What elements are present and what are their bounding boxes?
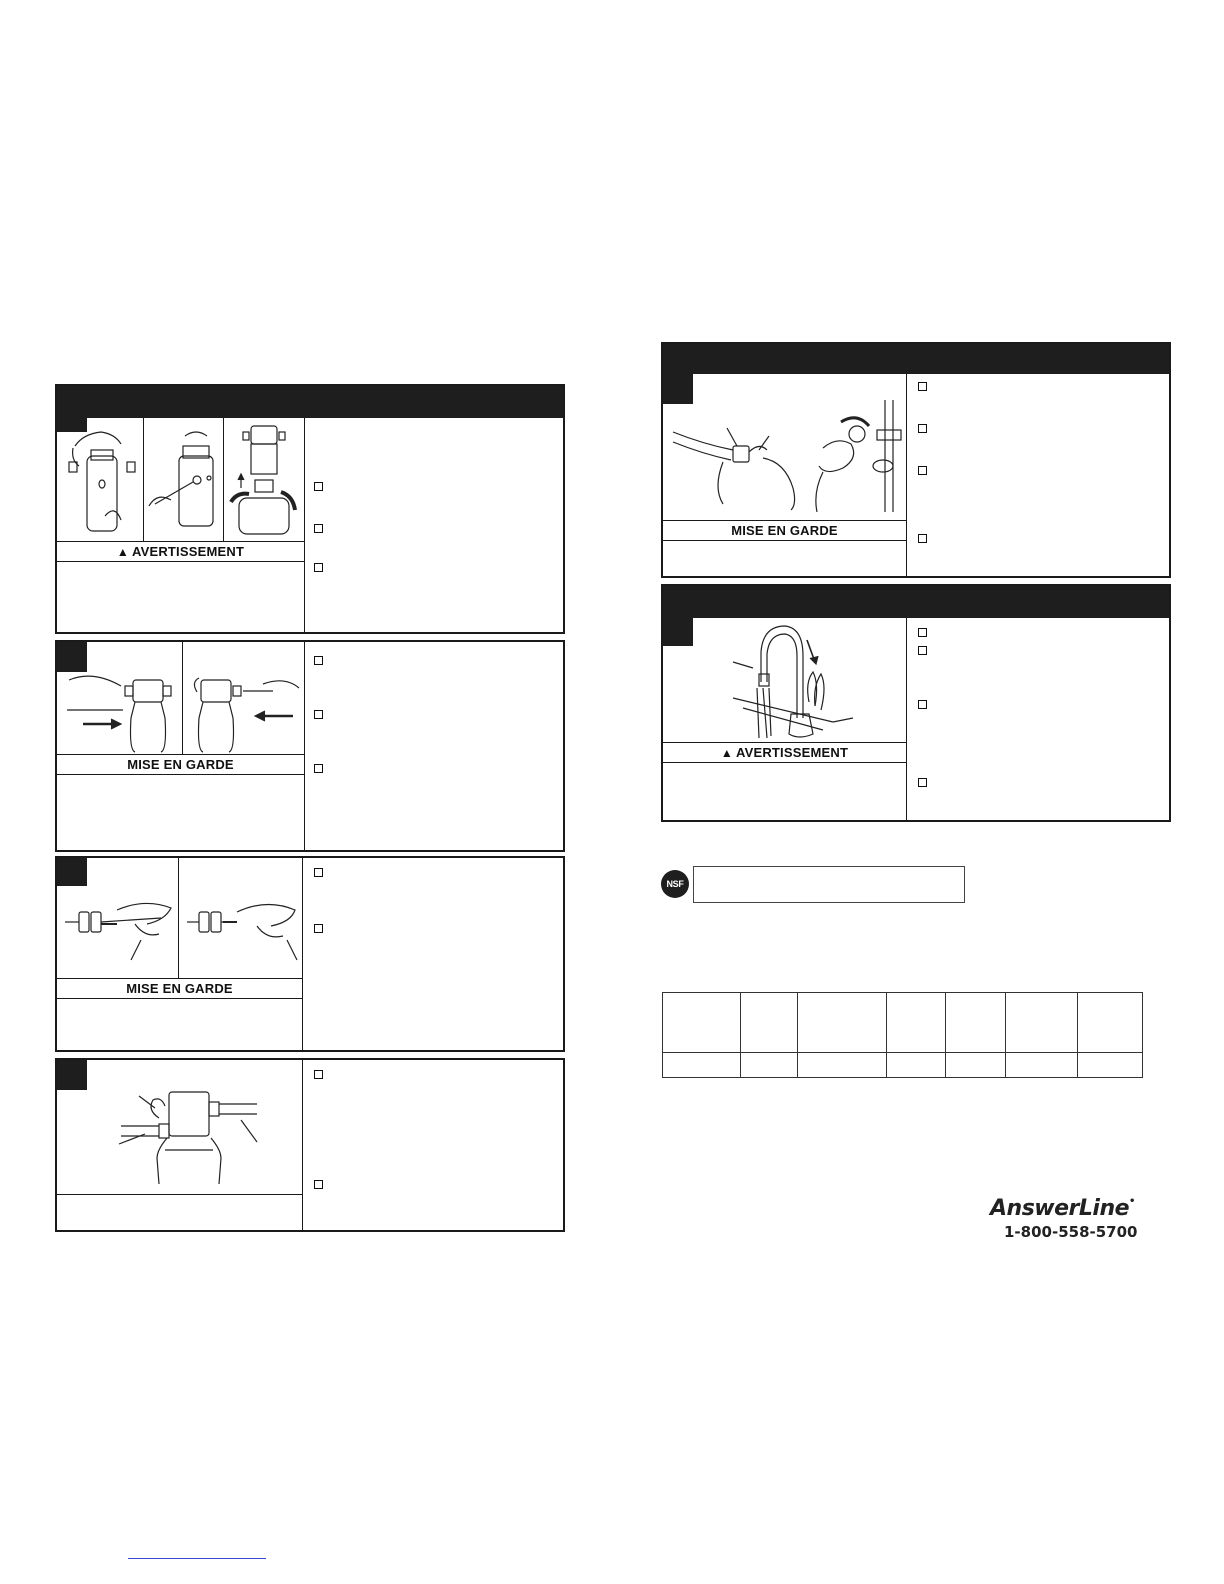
table-cell <box>663 993 741 1053</box>
tube-release-illustration <box>65 894 175 974</box>
table-cell <box>887 1053 946 1078</box>
step-panel-5-header <box>663 344 1169 374</box>
checkbox[interactable] <box>918 382 927 391</box>
tube-release-illustration <box>187 894 299 974</box>
checkbox[interactable] <box>314 710 323 719</box>
checkbox[interactable] <box>918 700 927 709</box>
caution-label: MISE EN GARDE <box>126 981 233 996</box>
answerline-logo <box>990 1196 1135 1221</box>
link-underline[interactable] <box>128 1558 266 1559</box>
table-cell <box>741 993 798 1053</box>
table-row <box>663 1053 1143 1078</box>
step-panel-1 <box>55 384 565 634</box>
checkbox[interactable] <box>314 924 323 933</box>
step-panel-6 <box>661 584 1171 822</box>
answerline-phone: 1-800-558-5700 <box>1004 1223 1138 1241</box>
checkbox[interactable] <box>918 628 927 637</box>
brand-mark: • <box>1129 1196 1135 1207</box>
step-panel-5 <box>661 342 1171 578</box>
filter-cap-removal-illustration <box>65 426 137 536</box>
tube-insert-illustration <box>63 670 179 752</box>
cartridge-twist-illustration <box>229 422 301 540</box>
checkbox[interactable] <box>314 563 323 572</box>
hot-water-dispenser-illustration <box>733 622 893 740</box>
step-number-tab <box>57 642 87 672</box>
checkbox[interactable] <box>314 482 323 491</box>
caution-bar <box>57 979 302 998</box>
table-cell <box>1078 993 1143 1053</box>
table-cell <box>1006 1053 1078 1078</box>
warning-label: AVERTISSEMENT <box>131 544 245 559</box>
table-cell <box>797 993 886 1053</box>
checkbox[interactable] <box>918 646 927 655</box>
table-cell <box>741 1053 798 1078</box>
step-panel-1-header <box>57 386 563 418</box>
nsf-logo-text: NSF <box>666 879 684 889</box>
table-header-row <box>663 993 1143 1053</box>
supply-valve-connection-illustration <box>673 392 903 512</box>
caution-label: MISE EN GARDE <box>127 757 234 772</box>
nsf-certification-logo <box>661 870 689 898</box>
checkbox[interactable] <box>918 424 927 433</box>
step-number-tab <box>663 618 693 646</box>
table-cell <box>945 1053 1005 1078</box>
caution-bar <box>663 521 906 540</box>
step-panel-4 <box>55 1058 565 1232</box>
table-cell <box>1078 1053 1143 1078</box>
table-cell <box>663 1053 741 1078</box>
warning-label: AVERTISSEMENT <box>735 745 849 760</box>
checkbox[interactable] <box>314 1070 323 1079</box>
warning-triangle-icon: ▲ <box>720 745 733 760</box>
step-panel-2 <box>55 640 565 852</box>
warning-bar <box>57 542 304 561</box>
table-cell <box>945 993 1005 1053</box>
caution-label: MISE EN GARDE <box>731 523 838 538</box>
wrench-tightening-illustration <box>149 426 221 536</box>
checkbox[interactable] <box>314 1180 323 1189</box>
checkbox[interactable] <box>314 868 323 877</box>
performance-data-table <box>662 992 1143 1078</box>
table-cell <box>797 1053 886 1078</box>
checkbox[interactable] <box>314 764 323 773</box>
checkbox[interactable] <box>314 524 323 533</box>
step-panel-6-header <box>663 586 1169 618</box>
tube-insert-illustration <box>189 670 301 752</box>
checkbox[interactable] <box>314 656 323 665</box>
checkbox[interactable] <box>918 534 927 543</box>
warning-triangle-icon: ▲ <box>116 544 129 559</box>
brand-name: AnswerLine <box>990 1196 1130 1221</box>
checkbox[interactable] <box>918 778 927 787</box>
caution-bar <box>57 755 304 774</box>
nsf-certification-box <box>693 866 965 903</box>
step-number-tab <box>57 858 87 886</box>
filter-head-connections-illustration <box>117 1066 267 1190</box>
table-cell <box>1006 993 1078 1053</box>
warning-bar <box>663 743 906 762</box>
step-number-tab <box>57 1060 87 1090</box>
checkbox[interactable] <box>918 466 927 475</box>
table-cell <box>887 993 946 1053</box>
step-panel-3 <box>55 856 565 1052</box>
